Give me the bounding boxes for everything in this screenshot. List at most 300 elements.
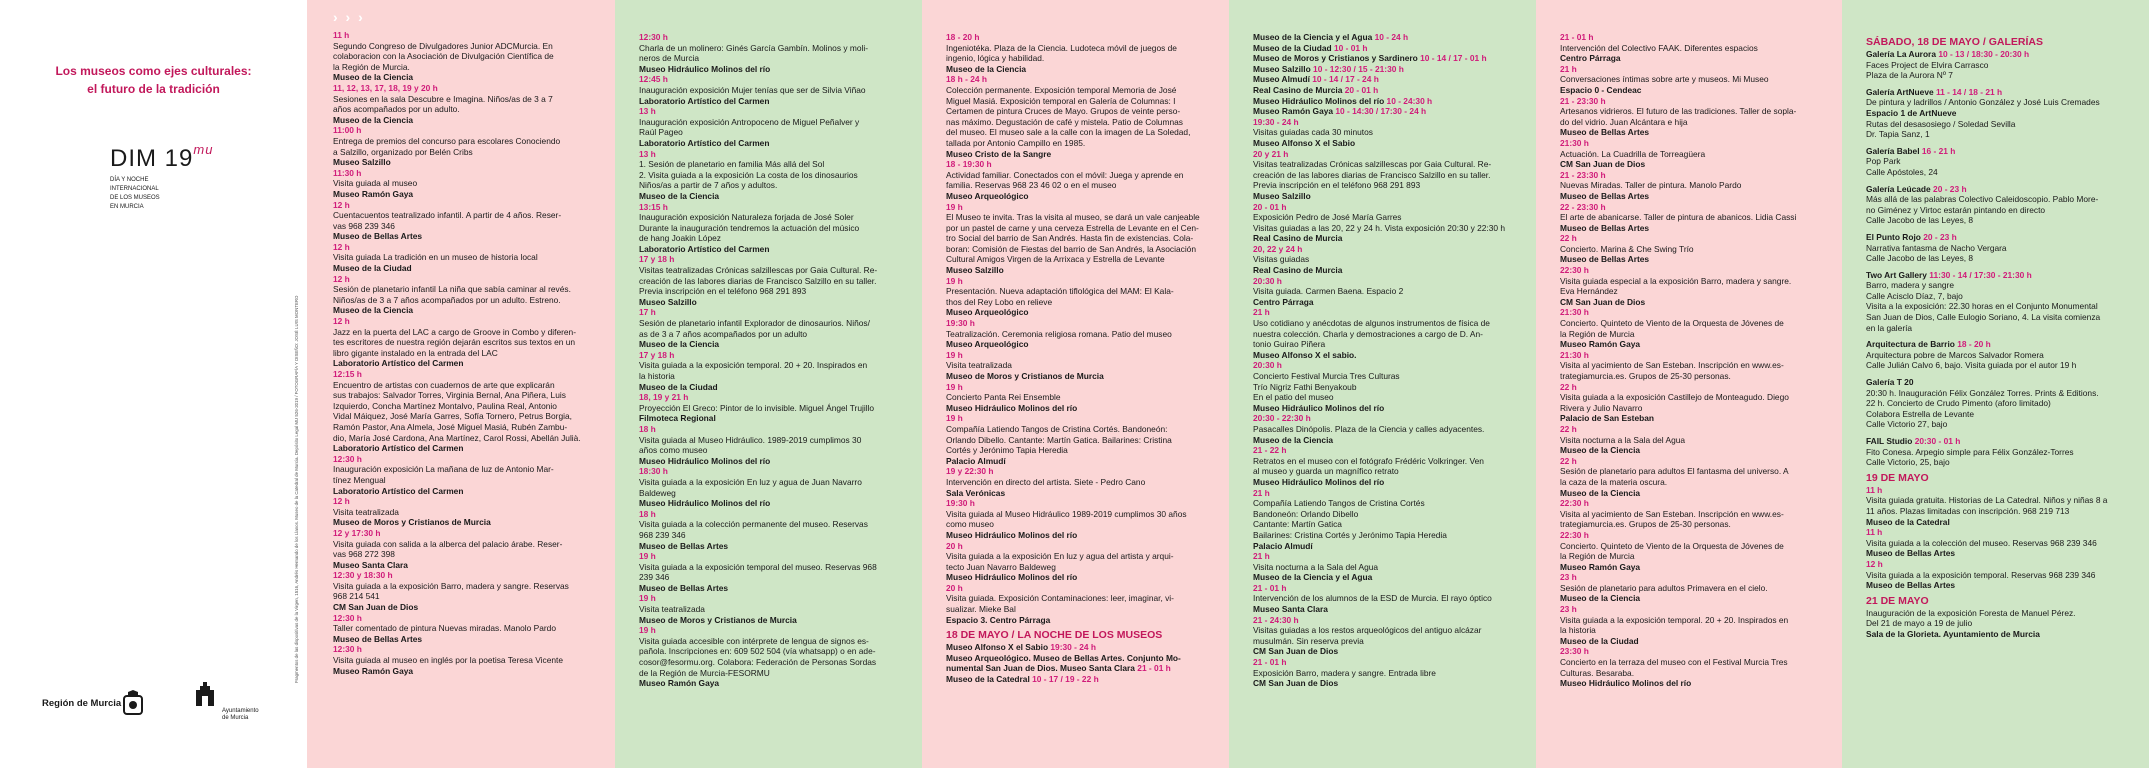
event-description: Visita guiada al Museo Hidráulico 1989-2019 cumplimos 30 años (946, 508, 1187, 519)
venue-name: Museo de la Ciudad (639, 381, 718, 392)
event-description: Barro, madera y sangre (1866, 280, 1954, 291)
event-time: 19 h (639, 625, 656, 636)
event-description: Visita guiada a la colección del museo. Reservas 968 239 346 (1866, 537, 2097, 548)
event-description: Rutas del desasosiego / Soledad Sevilla (1866, 118, 2016, 129)
event-time: 18 - 19:30 h (946, 159, 992, 170)
event-time: 23:30 h (1560, 646, 1589, 657)
venue-name: Museo de Bellas Artes (1866, 580, 1956, 591)
event-description: vas 968 272 398 (333, 549, 395, 560)
event-description: Presentación. Nueva adaptación tiflológica del MAM: El Kala- (946, 286, 1174, 297)
event-time: 11:30 h (333, 167, 362, 178)
event-description: Visita guiada a la exposición temporal. 20 + 20. Inspirados en (1560, 614, 1789, 625)
venue-hours: 20 - 01 h (1344, 84, 1379, 95)
event-description: Compañía Latiendo Tangos de Cristina Cortés (1253, 498, 1425, 509)
event-time: 20:30 - 22:30 h (1253, 413, 1311, 424)
event-description: Concierto. Quinteto de Viento de la Orquesta de Jóvenes de (1560, 540, 1784, 551)
column-4 (1229, 0, 1536, 768)
venue-hours: 20 - 23 h (1933, 183, 1967, 194)
region-murcia-logo: Región de Murcia (42, 688, 162, 718)
event-description: musulmán. Sin reserva previa (1253, 635, 1364, 646)
event-description: ingenio, lógica y habilidad. (946, 53, 1045, 64)
venue-hours: 10 - 24:30 h (1386, 95, 1433, 106)
venue-name: Real Casino de Murcia (1253, 233, 1343, 244)
event-description: Visita guiada gratuita. Historias de La Catedral. Niños y niñas 8 a (1866, 495, 2108, 506)
event-time: 19 h (946, 201, 963, 212)
event-description: Intervención de los alumnos de la ESD de Murcia. El rayo óptico (1253, 593, 1492, 604)
event-description: Fito Conesa. Arpegio simple para Félix González-Torres (1866, 446, 2074, 457)
event-description: Inauguración de la exposición Foresta de Manuel Pérez. (1866, 607, 2076, 618)
event-description: neros de Murcia (639, 53, 700, 64)
event-description: por un pastel de carne y una cerveza Estrella de Levante en el Cen- (946, 222, 1199, 233)
event-description: Artesanos vidrieros. El futuro de las tradiciones. Taller de sopla- (1560, 106, 1797, 117)
event-description: tecto Juan Navarro Baldeweg (946, 561, 1056, 572)
event-description: tes escritores de nuestra región dejarán escritos sus textos en un (333, 337, 576, 348)
event-description: años acompañados por un adulto. (333, 104, 460, 115)
event-description: thos del Rey Lobo en relieve (946, 296, 1053, 307)
event-description: Visita guiada a la exposición Barro, madera y sangre. Reservas (333, 580, 569, 591)
venue-name: Museo de la Catedral (946, 674, 1033, 685)
venue-name: Museo Santa Clara (333, 559, 408, 570)
venue-name: Museo de la Ciencia (639, 339, 720, 350)
event-description: 968 214 541 (333, 591, 380, 602)
ayuntamiento-logo: Ayuntamiento de Murcia (190, 680, 280, 724)
venue-name: El Punto Rojo (1866, 231, 1924, 242)
event-description: Ramón Pastor, Ana Almela, José Miguel Masiá, Rubén Zambu- (333, 421, 568, 432)
event-description: Niños/as de 3 a 7 años acompañados por un adulto. Estreno. (333, 294, 561, 305)
event-description: 11 años. Plazas limitadas con inscripción. 968 219 713 (1866, 505, 2070, 516)
venue-name: Museo Ramón Gaya (333, 665, 414, 676)
venue-name: Museo Arqueológico (946, 307, 1029, 318)
event-description: Conversaciones íntimas sobre arte y museos. Mi Museo (1560, 74, 1769, 85)
venue-hours-line (1253, 53, 1520, 64)
event-time: 22 h (1560, 233, 1577, 244)
event-description: Visitas guiadas cada 30 minutos (1253, 127, 1373, 138)
venue-hours-line (946, 663, 1213, 674)
venue-name: Museo de Moros y Cristianos de Murcia (639, 614, 797, 625)
venue-name: Filmoteca Regional (639, 413, 716, 424)
venue-name: Real Casino de Murcia (1253, 265, 1343, 276)
venue-name: Museo Salzillo (639, 296, 697, 307)
venue-name: Arquitectura de Barrio (1866, 339, 1958, 350)
venue-hours: 16 - 21 h (1921, 145, 1956, 156)
event-description: Teatralización. Ceremonia religiosa romana. Patio del museo (946, 328, 1172, 339)
event-description: Proyección El Greco: Pintor de lo invisible. Miguel Ángel Trujillo (639, 402, 875, 413)
venue-hours-line (1866, 232, 2135, 243)
event-time: 12:45 h (639, 74, 668, 85)
event-time: 21:30 h (1560, 349, 1589, 360)
event-description: dio, María José Cardona, Ana Martínez, Carol Rossi, Abellán Julià. (333, 432, 581, 443)
event-time: 21 - 22 h (1253, 445, 1287, 456)
event-description: San Juan de Dios, Calle Eulogio Soriano, 4. La visita comienza (1866, 312, 2101, 323)
venue-hours: 10 - 12:30 / 15 - 21:30 h (1313, 63, 1404, 74)
venue-name: Museo Ramón Gaya (333, 188, 414, 199)
event-description: Taller comentado de pintura Nuevas miradas. Manolo Pardo (333, 623, 556, 634)
event-description: Bandoneón: Orlando Dibello (1253, 508, 1359, 519)
event-description: Compañía Latiendo Tangos de Cristina Cortés. Bandoneón: (946, 423, 1168, 434)
venue-name: Museo de Bellas Artes (1866, 548, 1956, 559)
venue-name: Museo Alfonso X el Sabio (946, 642, 1051, 653)
event-time: 20 y 21 h (1253, 148, 1289, 159)
venue-hours-line (1253, 96, 1520, 107)
event-description: Visitas guiadas (1253, 254, 1310, 265)
venue-name: Museo Santa Clara (1253, 604, 1328, 615)
event-description: no Giménez y Virtoc estarán pintando en directo (1866, 204, 2046, 215)
venue-name: Museo Almudí (1253, 74, 1313, 85)
venue-name: Museo Hidráulico Molinos del río (1253, 402, 1385, 413)
event-description: sus trabajos: Salvador Torres, Virginia Bernal, Ana Piñera, Luis (333, 390, 566, 401)
event-description: como museo (946, 519, 994, 530)
event-description: Más allá de las palabras Colectivo Caleidoscopio. Pablo More- (1866, 194, 2099, 205)
venue-hours: 10 - 24 h (1374, 32, 1409, 42)
event-description: trategiamurcia.es. Grupos de 25-30 personas. (1560, 371, 1731, 381)
venue-name: Museo Arqueológico (946, 190, 1029, 201)
venue-hours-line (1866, 184, 2135, 195)
section-heading: SÁBADO, 18 DE MAYO / GALERÍAS (1866, 36, 2043, 48)
event-description: Intervención en directo del artista. Siete - Pedro Cano (946, 476, 1146, 487)
venue-name: Museo de Bellas Artes (1560, 127, 1650, 138)
event-description: De pintura y ladrillos / Antonio González y José Luis Cremades (1866, 97, 2100, 108)
event-description: El arte de abanicarse. Taller de pintura de abanicos. Lidia Cassi (1560, 212, 1797, 223)
event-time: 20 h (946, 582, 963, 593)
venue-hours: 20 - 23 h (1923, 231, 1957, 242)
venue-name: Museo de la Ciudad (1560, 635, 1639, 646)
venue-name: Museo de Bellas Artes (1560, 254, 1650, 265)
event-time: 21:30 h (1560, 307, 1589, 318)
event-description: Visita guiada al museo (333, 178, 418, 189)
event-time: 22 h (1560, 381, 1577, 392)
venue-hours: 10 - 13 / 18:30 - 20:30 h (1938, 49, 2030, 59)
venue-hours-line (1253, 85, 1520, 96)
event-description: Visita guiada La tradición en un museo de historia local (333, 252, 538, 263)
column-6 (1842, 0, 2149, 768)
event-description: Concierto Festival Murcia Tres Culturas (1253, 371, 1400, 381)
event-description: Concierto. Marina & Che Swing Trío (1560, 243, 1694, 254)
event-description: Jazz en la puerta del LAC a cargo de Groove in Combo y diferen- (333, 326, 577, 337)
event-description: de la Región de Murcia-FESORMU (639, 667, 770, 678)
event-description: Retratos en el museo con el fotógrafo Frédéric Volkringer. Ven (1253, 455, 1484, 466)
event-description: Visitas teatralizadas Crónicas salzillescas por Gaia Cultural. Re- (1253, 159, 1492, 170)
event-time: 21 - 23:30 h (1560, 169, 1606, 180)
venue-name: Museo de la Ciencia (946, 63, 1027, 74)
event-description: 22 h. Concierto de Crudo Pimento (aforo limitado) (1866, 398, 2051, 409)
event-description: Calle Victorio, 25, bajo (1866, 457, 1950, 468)
event-description: Izquierdo, Concha Martínez Montalvo, Paulina Real, Antonio (333, 400, 557, 411)
event-description: Calle Julián Calvo 6, bajo. Visita guiada por el autor 19 h (1866, 360, 2077, 371)
event-time: 18:30 h (639, 466, 668, 477)
event-description: El Museo te invita. Tras la visita al museo, se dará un vale canjeable (946, 212, 1200, 223)
event-time: 12:30 h (333, 644, 362, 655)
event-description: creación de las labores diarias de Francisco Salzillo en su taller. (1253, 169, 1491, 180)
event-description: Calle Jacobo de las Leyes, 8 (1866, 253, 1974, 264)
event-description: cosor@fesormu.org. Colabora: Federación de Personas Sordas (639, 657, 877, 668)
venue-name: Laboratorio Artístico del Carmen (333, 485, 464, 496)
event-description: Nuevas Miradas. Taller de pintura. Manolo Pardo (1560, 180, 1742, 191)
event-description: Visita nocturna a la Sala del Agua (1560, 434, 1686, 445)
event-description: do del vidrio. Juan Alcántara e hija (1560, 116, 1688, 127)
event-description: Entrega de premios del concurso para escolares Conociendo (333, 135, 561, 146)
event-time: 11 h (1866, 527, 1883, 538)
event-description: Visita guiada. Carmen Baena. Espacio 2 (1253, 286, 1404, 297)
event-description: Calle Jacobo de las Leyes, 8 (1866, 215, 1974, 226)
venue-hours: 18 - 20 h (1957, 339, 1991, 350)
event-description: la Región de Murcia (1560, 551, 1635, 562)
event-description: Actividad familiar. Conectados con el móvil: Juega y aprende en (946, 169, 1184, 180)
venue-name: Museo de la Ciencia (1560, 593, 1641, 604)
event-description: Vidal Máiquez, José María Garres, Sofía Tornero, Petrus Borgia, (333, 411, 572, 422)
column-2 (615, 0, 922, 768)
event-description: Visita guiada a la exposición En luz y agua del artista y arqui- (946, 551, 1174, 562)
event-description: Visita guiada con salida a la alberca del palacio árabe. Reser- (333, 538, 563, 549)
event-description: Visita teatralizada (946, 360, 1012, 371)
venue-name: Laboratorio Artístico del Carmen (639, 243, 770, 254)
event-description: años como museo (639, 445, 708, 456)
venue-name: Museo Hidráulico Molinos del río (639, 455, 771, 466)
venue-name: Palacio Almudí (1253, 540, 1313, 551)
cover-panel (0, 0, 307, 768)
venue-name: Museo Cristo de la Sangre (946, 148, 1052, 159)
venue-name: Museo de la Ciencia y el Agua (1253, 32, 1375, 42)
event-description: Culturas. Besaraba. (1560, 667, 1635, 678)
event-description: Charla de un molinero: Ginés García Gambín. Molinos y moli- (639, 42, 869, 53)
event-description: Sesión de planetario infantil Explorador de dinosaurios. Niños/ (639, 318, 870, 329)
event-description: Uso cotidiano y anécdotas de algunos instrumentos de física de (1253, 318, 1490, 329)
event-time: 22 h (1560, 455, 1577, 466)
event-time: 20, 22 y 24 h (1253, 243, 1303, 254)
event-time: 20:30 h (1253, 275, 1282, 286)
venue-name: Galería La Aurora (1866, 49, 1939, 59)
event-time: 23 h (1560, 572, 1577, 583)
venue-name: Palacio Almudí (946, 455, 1006, 466)
event-time: 12 y 17:30 h (333, 527, 381, 538)
event-description: Exposición Pedro de José María Garres (1253, 212, 1402, 223)
venue-name: Museo Arqueológico (946, 339, 1029, 350)
column-5 (1536, 0, 1842, 768)
venue-hours-line (1866, 146, 2135, 157)
venue-name: Espacio 0 - Cendeac (1560, 84, 1642, 95)
event-description: Visita guiada al museo en inglés por la poetisa Teresa Vicente (333, 655, 563, 666)
event-description: Faces Project de Elvira Carrasco (1866, 59, 1989, 70)
arrows-decoration: › › › (333, 9, 365, 25)
event-description: Concierto Panta Rei Ensemble (946, 392, 1061, 403)
venue-name: Museo Hidráulico Molinos del río (946, 529, 1078, 540)
event-description: tro Social del barrio de San Andrés. Hasta fin de existencias. Cola- (946, 233, 1194, 244)
event-description: tonio Guirao Piñera (1253, 339, 1326, 350)
venue-name: Museo de Bellas Artes (333, 231, 423, 242)
venue-name: Museo de Moros y Cristianos de Murcia (946, 371, 1104, 381)
venue-hours: 10 - 14 / 17 - 24 h (1312, 74, 1379, 85)
venue-name: Museo de Moros y Cristianos de Murcia (333, 517, 491, 528)
dim-logo: DIM $19^{mu}$ DÍA Y NOCHE INTERNACIONAL DE LOS MUSEOS EN MURCIA (110, 142, 214, 210)
event-description: Miguel Masiá. Exposición temporal en Galería de Columnas: I (946, 95, 1176, 106)
venue-hours-line (1866, 270, 2135, 281)
event-description: trategiamurcia.es. Grupos de 25-30 personas. (1560, 519, 1731, 530)
event-time: 11:00 h (333, 125, 362, 136)
event-description: familia. Reservas 968 23 46 02 o en el museo (946, 180, 1117, 191)
venue-name: Museo Salzillo (1253, 63, 1314, 74)
venue-name: Museo de la Catedral (1866, 516, 1950, 527)
event-description: Sesión de planetario para adultos El fantasma del universo. A (1560, 466, 1789, 477)
event-description: Pop Park (1866, 156, 1901, 167)
venue-name: CM San Juan de Dios (333, 602, 419, 613)
event-time: 19 h (946, 275, 963, 286)
event-time: 12:30 h (639, 32, 668, 42)
venue-name: Laboratorio Artístico del Carmen (639, 95, 770, 106)
event-description: Cultural Amigos Virgen de la Arrixaca y Estrella de Levante (946, 254, 1165, 265)
event-description: Concierto en la terraza del museo con el Festival Murcia Tres (1560, 657, 1788, 668)
venue-name: Museo de Bellas Artes (639, 540, 729, 551)
venue-name: Galería ArtNueve (1866, 86, 1936, 97)
venue-name: Museo Ramón Gaya (1560, 339, 1641, 350)
event-time: 12:30 h (333, 453, 362, 464)
venue-hours: 11 - 14 / 18 - 21 h (1935, 86, 2003, 97)
venue-name: Museo Ramón Gaya (1253, 106, 1336, 117)
event-description: Visita guiada especial a la exposición Barro, madera y sangre. (1560, 275, 1792, 286)
event-time: 18 h (639, 423, 656, 434)
event-description: Colección permanente. Exposición temporal Memoria de José (946, 84, 1177, 95)
venue-name: Centro Párraga (1253, 296, 1314, 307)
event-time: 18 - 20 h (946, 32, 980, 42)
event-description: Inauguración exposición Naturaleza forjada de José Soler (639, 212, 854, 223)
event-time: 12 h (333, 496, 350, 507)
event-description: Ingeniotéka. Plaza de la Ciencia. Ludoteca móvil de juegos de (946, 42, 1177, 53)
event-time: 19:30 h (946, 318, 975, 329)
venue-name: Museo Hidráulico Molinos del río (1253, 476, 1385, 487)
event-description: al museo y guarda un magnífico retrato (1253, 466, 1399, 477)
event-description: Plaza de la Aurora Nº 7 (1866, 70, 1953, 81)
venue-name: Laboratorio Artístico del Carmen (333, 358, 464, 369)
venue-name: Museo de Bellas Artes (639, 582, 729, 593)
venue-name: Museo de la Ciencia (333, 114, 414, 125)
venue-name: Two Art Gallery (1866, 269, 1930, 280)
event-description: Exposición Barro, madera y sangre. Entrada libre (1253, 667, 1436, 678)
event-description: Sesión de planetario infantil La niña que sabía caminar al revés. (333, 284, 571, 295)
venue-hours-line (1866, 87, 2135, 98)
event-description: nuestra colección. Charla y demostraciones a cargo de D. An- (1253, 328, 1483, 339)
event-time: 21 - 23:30 h (1560, 95, 1606, 106)
event-time: 21 h (1560, 63, 1577, 74)
venue-name: CM San Juan de Dios (1560, 159, 1646, 170)
event-time: 21 h (1253, 551, 1270, 562)
event-description: en la galería (1866, 322, 1913, 333)
venue-name: Espacio 1 de ArtNueve (1866, 107, 1957, 118)
venue-name: Museo Ramón Gaya (639, 678, 720, 689)
event-time: 19 h (946, 349, 963, 360)
event-description: libro gigante instalado en la entrada del LAC (333, 347, 498, 358)
venue-name: Galería Babel (1866, 145, 1922, 156)
venue-hours: 10 - 01 h (1333, 42, 1368, 53)
venue-name: CM San Juan de Dios (1560, 296, 1646, 307)
event-description: Cantante: Martín Gatica (1253, 519, 1342, 530)
venue-hours-line (1866, 49, 2135, 60)
venue-name: Museo Salzillo (333, 157, 391, 168)
venue-name: Museo de la Ciudad (1253, 42, 1334, 53)
event-time: 18 h - 24 h (946, 74, 987, 85)
event-description: Encuentro de artistas con cuadernos de arte que explicarán (333, 379, 555, 390)
event-description: Narrativa fantasma de Nacho Vergara (1866, 242, 2007, 253)
event-time: 19 h (639, 551, 656, 562)
event-description: 1. Sesión de planetario en familia Más allá del Sol (639, 159, 825, 170)
venue-hours: 19:30 - 24 h (1050, 642, 1097, 653)
event-description: creación de las labores diarias de Francisco Salzillo en su taller. (639, 275, 877, 286)
event-description: del museo. El museo sale a la calle con la imagen de La Soledad, (946, 127, 1191, 138)
venue-hours-line (1866, 436, 2135, 447)
event-description: la Región de Murcia. (333, 61, 410, 72)
event-description: Intervención del Colectivo FAAK. Diferentes espacios (1560, 42, 1758, 53)
event-description: Visita guiada a la exposición temporal. 20 + 20. Inspirados en (639, 360, 868, 371)
event-description: Arquitectura pobre de Marcos Salvador Romera (1866, 349, 2044, 360)
event-description: Rivera y Julio Navarro (1560, 402, 1643, 413)
event-time: 19 y 22:30 h (946, 466, 994, 477)
venue-hours-line (1253, 32, 1520, 43)
event-time: 18 h (639, 508, 656, 519)
event-description: Niños/as a partir de 7 años y adultos. (639, 180, 778, 191)
event-time: 12:15 h (333, 369, 362, 379)
event-description: 968 239 346 (639, 529, 686, 540)
column-1 (307, 0, 615, 768)
photo-credit: Fragmentos de las dispositivas de la Virgen, 1516, Andrés Hernando de los Llanos. Museo de la Catedral de Murcia. Depósito Legal MU 526-2019 / FOTOGRAFÍA Y DISEÑO: JOSÉ LUIS MONTERO (294, 295, 299, 683)
event-description: Visita al yacimiento de San Esteban. Inscripción en www.es- (1560, 360, 1784, 371)
event-time: 22:30 h (1560, 529, 1589, 540)
venue-name: Museo Hidráulico Molinos del río (946, 572, 1078, 583)
venue-hours-line (1866, 339, 2135, 350)
event-description: Previa inscripción en el teléfono 968 291 893 (639, 286, 807, 297)
event-time: 22:30 h (1560, 498, 1589, 509)
event-description: Certamen de pintura Cruces de Mayo. Grupos de veinte perso- (946, 106, 1181, 117)
event-description: Visita al yacimiento de San Esteban. Inscripción en www.es- (1560, 508, 1784, 519)
event-description: Visita guiada accesible con intérprete de lengua de signos es- (639, 635, 869, 646)
event-time: 21 - 01 h (1560, 32, 1594, 42)
event-description: a Salzillo, organizado por Belén Cribs (333, 146, 473, 157)
event-description: Del 21 de mayo a 19 de julio (1866, 618, 1973, 629)
event-description: Inauguración exposición Mujer tenías que ser de Silvia Viñao (639, 84, 866, 95)
section-heading: 18 DE MAYO / LA NOCHE DE LOS MUSEOS (946, 629, 1163, 642)
event-time: 22:30 h (1560, 265, 1589, 276)
section-heading: 19 DE MAYO (1866, 471, 1929, 484)
castle-icon (194, 680, 216, 706)
venue-name: Museo de la Ciencia (639, 190, 720, 201)
event-description: de hang Joakin López (639, 233, 721, 244)
event-description: Visita guiada a la exposición temporal. Reservas 968 239 346 (1866, 569, 2096, 580)
venue-hours-line (1253, 64, 1520, 75)
venue-name: Laboratorio Artístico del Carmen (639, 137, 770, 148)
venue-name: Museo de la Ciencia y el Agua (1253, 572, 1373, 583)
section-heading: 21 DE MAYO (1866, 594, 1929, 607)
event-description: as de 3 a 7 años acompañados por un adulto (639, 328, 808, 339)
event-description: la caza de la materia oscura. (1560, 476, 1668, 487)
event-description: Calle Victorio 27, bajo (1866, 419, 1948, 430)
venue-hours-line (946, 642, 1213, 653)
venue-name: Museo de Bellas Artes (333, 633, 423, 644)
event-description: colaboracion con la Asociación de Divulgación Científica de (333, 51, 554, 62)
venue-name: Museo de la Ciencia (1560, 487, 1641, 498)
venue-name: FAIL Studio (1866, 436, 1915, 446)
event-description: boran: Comisión de Fiestas del barrio de San Andrés, la Asociación (946, 243, 1196, 254)
event-description: Visita teatralizada (639, 604, 705, 615)
event-description: Inauguración exposición La mañana de luz de Antonio Mar- (333, 464, 554, 475)
venue-hours: 10 - 17 / 19 - 22 h (1032, 674, 1099, 685)
event-description: 2. Visita guiada a la exposición La costa de los dinosaurios (639, 169, 858, 180)
event-time: 19:30 - 24 h (1253, 116, 1299, 127)
event-time: 20 h (946, 540, 963, 551)
event-time: 17 h (639, 307, 656, 318)
venue-hours-line (1253, 106, 1520, 117)
event-description: Durante la inauguración tendremos la actuación del músico (639, 222, 860, 233)
event-description: Cuentacuentos teatralizado infantil. A partir de 4 años. Reser- (333, 210, 562, 221)
venue-name: Sala de la Glorieta. Ayuntamiento de Murcia (1866, 628, 2040, 639)
event-description: Orlando Dibello. Cantante: Martín Gatica. Bailarines: Cristina (946, 434, 1172, 445)
event-description: Visita guiada. Exposición Contaminaciones: leer, imaginar, vi- (946, 593, 1174, 604)
cover-title: Los museos como ejes culturales: el futuro de la tradición (55, 64, 252, 96)
